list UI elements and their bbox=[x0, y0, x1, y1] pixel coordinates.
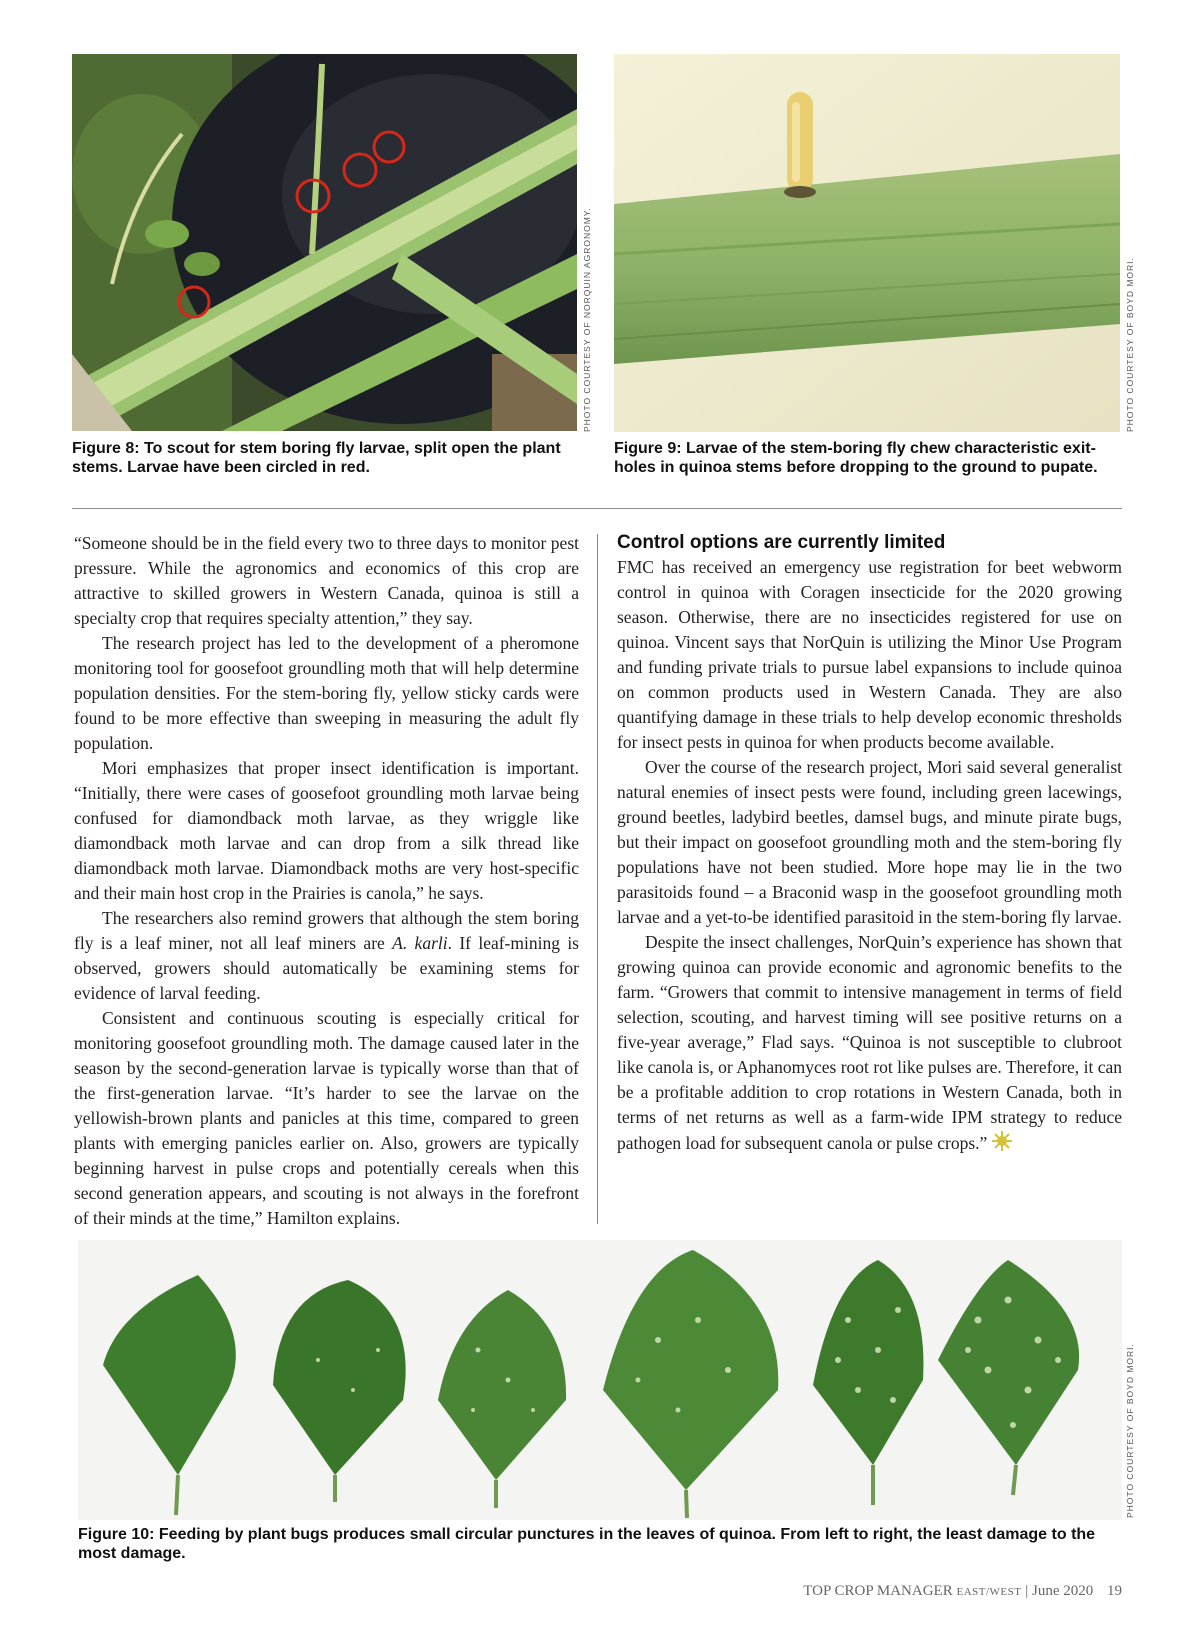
page-number: 19 bbox=[1107, 1583, 1122, 1599]
larva-circle bbox=[179, 287, 209, 317]
figure-8-credit: PHOTO COURTESY OF NORQUIN AGRONOMY. bbox=[582, 207, 592, 432]
section-heading: Control options are currently limited bbox=[617, 532, 946, 553]
magazine-edition: EAST/WEST bbox=[956, 1586, 1022, 1598]
body-paragraph: Mori emphasizes that proper insect identification is important. “Initially, there were cases of goosefoot groundling moth larvae being confused for diamondback moth larvae, as they wriggle like diamondback moth larvae and can drop from a silk thread like diamondback moth larvae. Diamondback moths are very host-specific and their main host crop in the Prairies is canola,” he says. bbox=[74, 758, 579, 903]
larva-circle bbox=[297, 180, 329, 212]
body-paragraph: Over the course of the research project, Mori said several generalist natural enemies of insect pests were found, including green lacewings, ground beetles, ladybird beetles, damsel bugs, and minute pirate bugs, but their impact on goosefoot groundling moth and the stem-boring fly populations have not been studied. More hope may lie in the two parasitoids found – a Braconid wasp in the goosefoot groundling moth larvae and a yet-to-be identified parasitoid in the stem-boring fly larvae. bbox=[617, 757, 1122, 927]
page-footer bbox=[803, 1583, 1122, 1600]
figure-10-caption: Figure 10: Feeding by plant bugs produces small circular punctures in the leaves of quinoa. From left to right, the least damage to the most damage. bbox=[78, 1526, 1096, 1562]
body-paragraph: Consistent and continuous scouting is especially critical for monitoring goosefoot groundling moth. The damage caused later in the season by the second-generation larvae is typically worse than that of the first-generation larvae. “It’s harder to see the larvae on the yellowish-brown plants and panicles at this time, compared to green plants with emerging panicles earlier on. Also, growers are typically beginning harvest in pulse crops and potentially cereals when this second generation appears, and scouting is not always in the forefront of their minds at the time,” Hamilton explains. bbox=[74, 1008, 579, 1228]
figure-9-caption: Figure 9: Larvae of the stem-boring fly chew characteristic exit-holes in quinoa stems before dropping to the ground to pupate. bbox=[614, 440, 1098, 476]
issue-date: June 2020 bbox=[1032, 1583, 1094, 1599]
figure-10-photo bbox=[78, 1240, 1122, 1520]
left-column bbox=[74, 531, 579, 1231]
figure-9-photo bbox=[614, 54, 1120, 432]
body-paragraph bbox=[74, 906, 579, 1006]
body-paragraph: The research project has led to the development of a pheromone monitoring tool for goosefoot groundling moth that will help determine population densities. For the stem-boring fly, yellow sticky cards were found to be more effective than sweeping in measuring the adult fly population. bbox=[74, 633, 579, 753]
paragraph-text: . If leaf-mining is observed, growers should automatically be examining stems for evidence of larval feeding. bbox=[74, 933, 579, 1003]
figure-10-credit: PHOTO COURTESY OF BOYD MORI. bbox=[1125, 1343, 1135, 1518]
column-divider bbox=[597, 534, 598, 1224]
larva-circle bbox=[374, 132, 404, 162]
body-paragraph: FMC has received an emergency use registration for beet webworm control in quinoa with Coragen insecticide for the 2020 growing season. Otherwise, there are no insecticides registered for use on quinoa. Vincent says that NorQuin is utilizing the Minor Use Program and funding private trials to pursue label expansions to include quinoa on common products used in Western Canada. They are also quantifying damage in these trials to help develop economic thresholds for insect pests in quinoa for when products become available. bbox=[617, 557, 1122, 752]
body-paragraph bbox=[617, 930, 1122, 1156]
figure-8-caption: Figure 8: To scout for stem boring fly larvae, split open the plant stems. Larvae have been circled in red. bbox=[72, 440, 561, 476]
section-divider bbox=[72, 508, 1122, 509]
magazine-name: TOP CROP MANAGER bbox=[803, 1583, 953, 1599]
end-mark-icon bbox=[991, 1130, 1013, 1152]
species-name: A. karli bbox=[392, 933, 448, 953]
footer-separator: | bbox=[1025, 1583, 1029, 1599]
larva-circle bbox=[344, 154, 376, 186]
paragraph-text: The researchers also remind growers that although the stem boring fly is a leaf miner, not all leaf miners are bbox=[74, 908, 579, 953]
figure-9-credit: PHOTO COURTESY OF BOYD MORI. bbox=[1125, 257, 1135, 432]
right-column bbox=[617, 530, 1122, 1156]
body-paragraph: “Someone should be in the field every two to three days to monitor pest pressure. While the agronomics and economics of this crop are attractive to skilled growers in Western Canada, quinoa is still a specialty crop that requires specialty attention,” they say. bbox=[74, 533, 579, 628]
paragraph-text: Despite the insect challenges, NorQuin’s experience has shown that growing quinoa can provide economic and agronomic benefits to the farm. “Growers that commit to intensive management in terms of field selection, scouting, and harvest timing will see positive returns on a five-year average,” Flad says. “Quinoa is not susceptible to clubroot like canola is, or Aphanomyces root rot like pulses are. Therefore, it can be a profitable addition to crop rotations in Western Canada, both in terms of net returns as well as a farm-wide IPM strategy to reduce pathogen load for subsequent canola or pulse crops.” bbox=[617, 932, 1122, 1153]
figure-8-photo bbox=[72, 54, 577, 431]
